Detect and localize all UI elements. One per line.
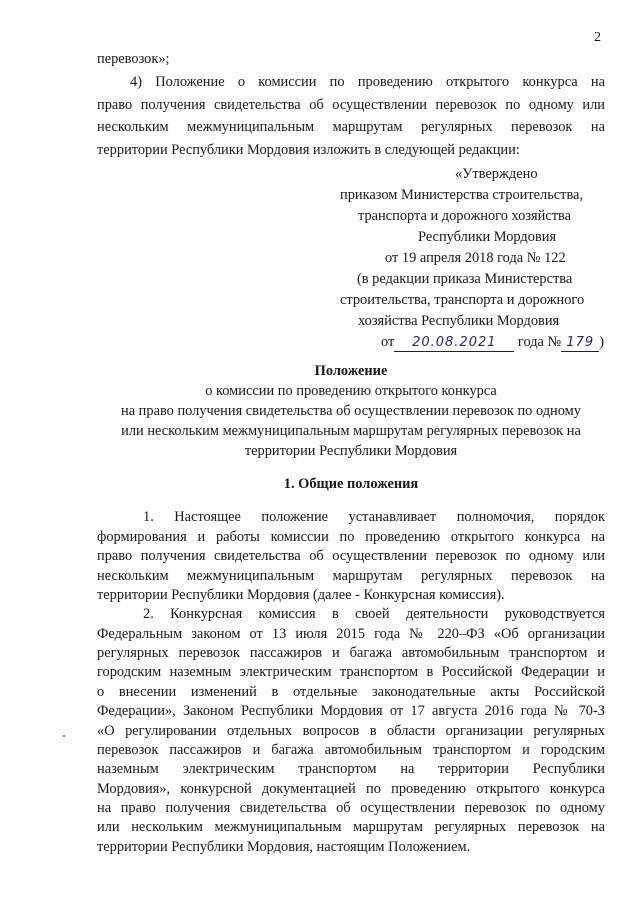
intro-line: 4) Положение о комиссии по проведению открытого конкурса на <box>130 74 605 90</box>
para2-line: Мордовия», конкурсной документацией по проведению открытого конкурса <box>97 781 605 797</box>
approval-line: (в редакции приказа Министерства <box>357 271 573 287</box>
closing-paren: ) <box>599 334 605 350</box>
year-number-label: года № <box>517 334 562 350</box>
handwritten-number: 179 <box>561 335 599 352</box>
approval-line: от 19 апреля 2018 года № 122 <box>385 250 566 266</box>
approval-line: Республики Мордовия <box>418 229 557 245</box>
intro-line: право получения свидетельства об осуществлении перевозок по одному или <box>97 97 605 113</box>
approval-signature-line <box>381 333 604 352</box>
para2-line: на право получения свидетельства об осуществлении перевозок по одному <box>97 800 605 816</box>
title-line: или нескольким межмуниципальным маршрутам регулярных перевозок на <box>121 423 581 439</box>
section-heading: 1. Общие положения <box>283 476 419 492</box>
para2-line: Федеральным законом от 13 июля 2015 года № 220–ФЗ «Об организации <box>97 626 605 642</box>
para2-line: регулярных перевозок пассажиров и багажа автомобильным транспортом и <box>97 645 605 661</box>
approval-line: приказом Министерства строительства, <box>340 187 584 203</box>
para1-line: право получения свидетельства об осуществлении перевозок по одному или <box>97 548 605 564</box>
para2-line: городским наземным электрическим транспортом в Российской Федерации и <box>97 664 605 680</box>
intro-line: нескольким межмуниципальным маршрутам регулярных перевозок на <box>97 119 605 135</box>
para1-line: нескольким межмуниципальным маршрутам регулярных перевозок на <box>97 568 605 584</box>
para1-line: 1. Настоящее положение устанавливает полномочия, порядок <box>143 509 605 525</box>
para1-line: территории Республики Мордовия (далее - Конкурсная комиссия). <box>97 587 505 603</box>
para2-line: или нескольким межмуниципальным маршрутам регулярных перевозок на <box>97 819 605 835</box>
para1-line: формирования и работы комиссии по проведению открытого конкурса на <box>97 529 605 545</box>
scan-speck <box>63 735 65 737</box>
document-title: Положение <box>314 363 388 379</box>
approval-line: хозяйства Республики Мордовия <box>358 313 560 329</box>
approval-line: транспорта и дорожного хозяйства <box>358 208 572 224</box>
title-line: о комиссии по проведению открытого конкурса <box>205 383 497 399</box>
title-line: на право получения свидетельства об осуществлении перевозок по одному <box>121 403 581 419</box>
intro-line: территории Республики Мордовия изложить в следующей редакции: <box>97 142 520 158</box>
para2-line: 2. Конкурсная комиссия в своей деятельности руководствуется <box>143 606 605 622</box>
page-number: 2 <box>594 30 601 45</box>
handwritten-date: 20.08.2021 <box>394 335 514 352</box>
para2-line: Федерации», Законом Республики Мордовия от 17 августа 2016 года № 70-З <box>97 703 605 719</box>
para2-line: перевозок пассажиров и багажа автомобильным транспортом и городским <box>97 742 605 758</box>
from-label: от <box>381 334 395 350</box>
approval-line: строительства, транспорта и дорожного <box>340 292 585 308</box>
approval-line: «Утверждено <box>455 166 538 182</box>
para2-line: «О регулировании отдельных вопросов в области организации регулярных <box>97 723 605 739</box>
intro-line: перевозок»; <box>97 51 170 67</box>
para2-line: о внесении изменений в отдельные законодательные акты Российской <box>97 684 605 700</box>
title-line: территории Республики Мордовия <box>244 443 458 459</box>
para2-line: наземным электрическим транспортом на территории Республики <box>97 761 605 777</box>
para2-line: территории Республики Мордовия, настоящим Положением. <box>97 839 471 855</box>
